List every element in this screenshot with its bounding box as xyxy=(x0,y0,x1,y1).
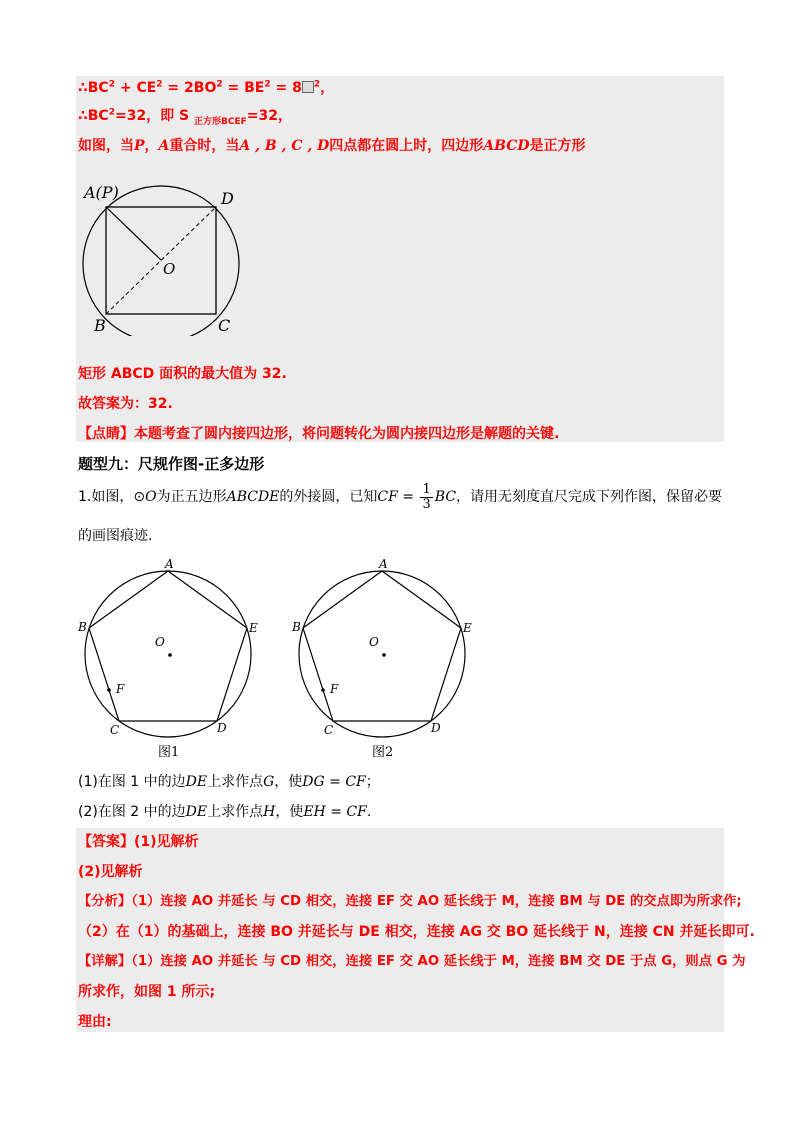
label-A-P: A(P) xyxy=(84,183,119,202)
question-line-2: 的画图痕迹. xyxy=(78,528,153,544)
fig2-label-D: D xyxy=(431,721,441,735)
fig2-label-C: C xyxy=(324,723,334,737)
fig2-caption: 图2 xyxy=(372,745,394,760)
detail-line-3: 理由: xyxy=(78,1014,112,1030)
analysis-line-1: 【分析】（1）连接 AO 并延长 与 CD 相交，连接 EF 交 AO 延长线于 M，连接 BM 与 DE 的交点即为所求作; xyxy=(78,894,742,909)
fig2-label-F: F xyxy=(330,682,339,696)
label-B: B xyxy=(94,316,106,335)
equation-line-1: $\therefore BC^2 + CE^2 = 2BO^2 = BE^2 = 8$ $^2$， xyxy=(78,79,335,96)
detail-line-2: 所求作，如图 1 所示; xyxy=(78,984,216,1000)
pentagon-figure-1 xyxy=(78,554,268,764)
subquestion-2: (2)在图 2 中的边DE上求作点H，使EH = CF. xyxy=(78,804,372,820)
fig1-label-A: A xyxy=(165,557,174,571)
fig1-label-E: E xyxy=(249,621,258,635)
detail-line-1: 【详解】（1）连接 AO 并延长 与 CD 相交，连接 EF 交 AO 延长线于 M，连接 BM 交 DE 于点 G，则点 G 为 xyxy=(78,954,746,969)
fig1-label-O: O xyxy=(155,635,165,649)
fig2-label-O: O xyxy=(369,635,379,649)
answer-part-1: 【答案】(1)见解析 xyxy=(78,834,199,850)
fig1-caption: 图1 xyxy=(158,745,180,760)
answer-line: 故答案为：32. xyxy=(78,396,173,412)
key-point-line: 【点睛】本题考查了圆内接四边形，将问题转化为圆内接四边形是解题的关键. xyxy=(78,426,560,442)
label-O: O xyxy=(163,260,176,278)
fig2-label-B: B xyxy=(292,620,301,634)
analysis-line-2: （2）在（1）的基础上，连接 BO 并延长与 DE 相交，连接 AG 交 BO 延长线于 N，连接 CN 并延长即可. xyxy=(78,924,755,940)
fig1-label-F: F xyxy=(116,682,125,696)
fig1-label-C: C xyxy=(110,723,120,737)
equation-line-2: $\therefore BC^2=32$，即 S $_{正方形BCEF}$=32， xyxy=(78,107,292,127)
label-C: C xyxy=(218,316,231,335)
label-D: D xyxy=(221,189,234,208)
fig2-label-E: E xyxy=(463,621,472,635)
fig2-label-A: A xyxy=(379,557,388,571)
subquestion-1: (1)在图 1 中的边DE上求作点G，使DG = CF； xyxy=(78,774,380,790)
pentagon-figure-2 xyxy=(292,554,482,764)
result-line: 矩形 ABCD 面积的最大值为 32. xyxy=(78,366,287,382)
fig1-label-D: D xyxy=(217,721,227,735)
answer-part-2: (2)见解析 xyxy=(78,864,143,880)
section-heading: 题型九：尺规作图-正多边形 xyxy=(78,455,265,473)
fig1-label-B: B xyxy=(78,620,87,634)
explanation-line-3: 如图，当P，A重合时，当A , B , C , D四点都在圆上时，四边形ABCD是正方形 xyxy=(78,138,586,154)
question-line-1: 1.如图，⊙O为正五边形ABCDE的外接圆，已知CF = $\frac{1}{3}$ BC，请用无刻度直尺完成下列作图，保留必要 xyxy=(78,481,723,512)
square-in-circle-figure xyxy=(78,176,248,336)
fraction-one-third: $\frac{1}{3}$ xyxy=(422,481,431,512)
placeholder-box-icon xyxy=(302,81,314,93)
